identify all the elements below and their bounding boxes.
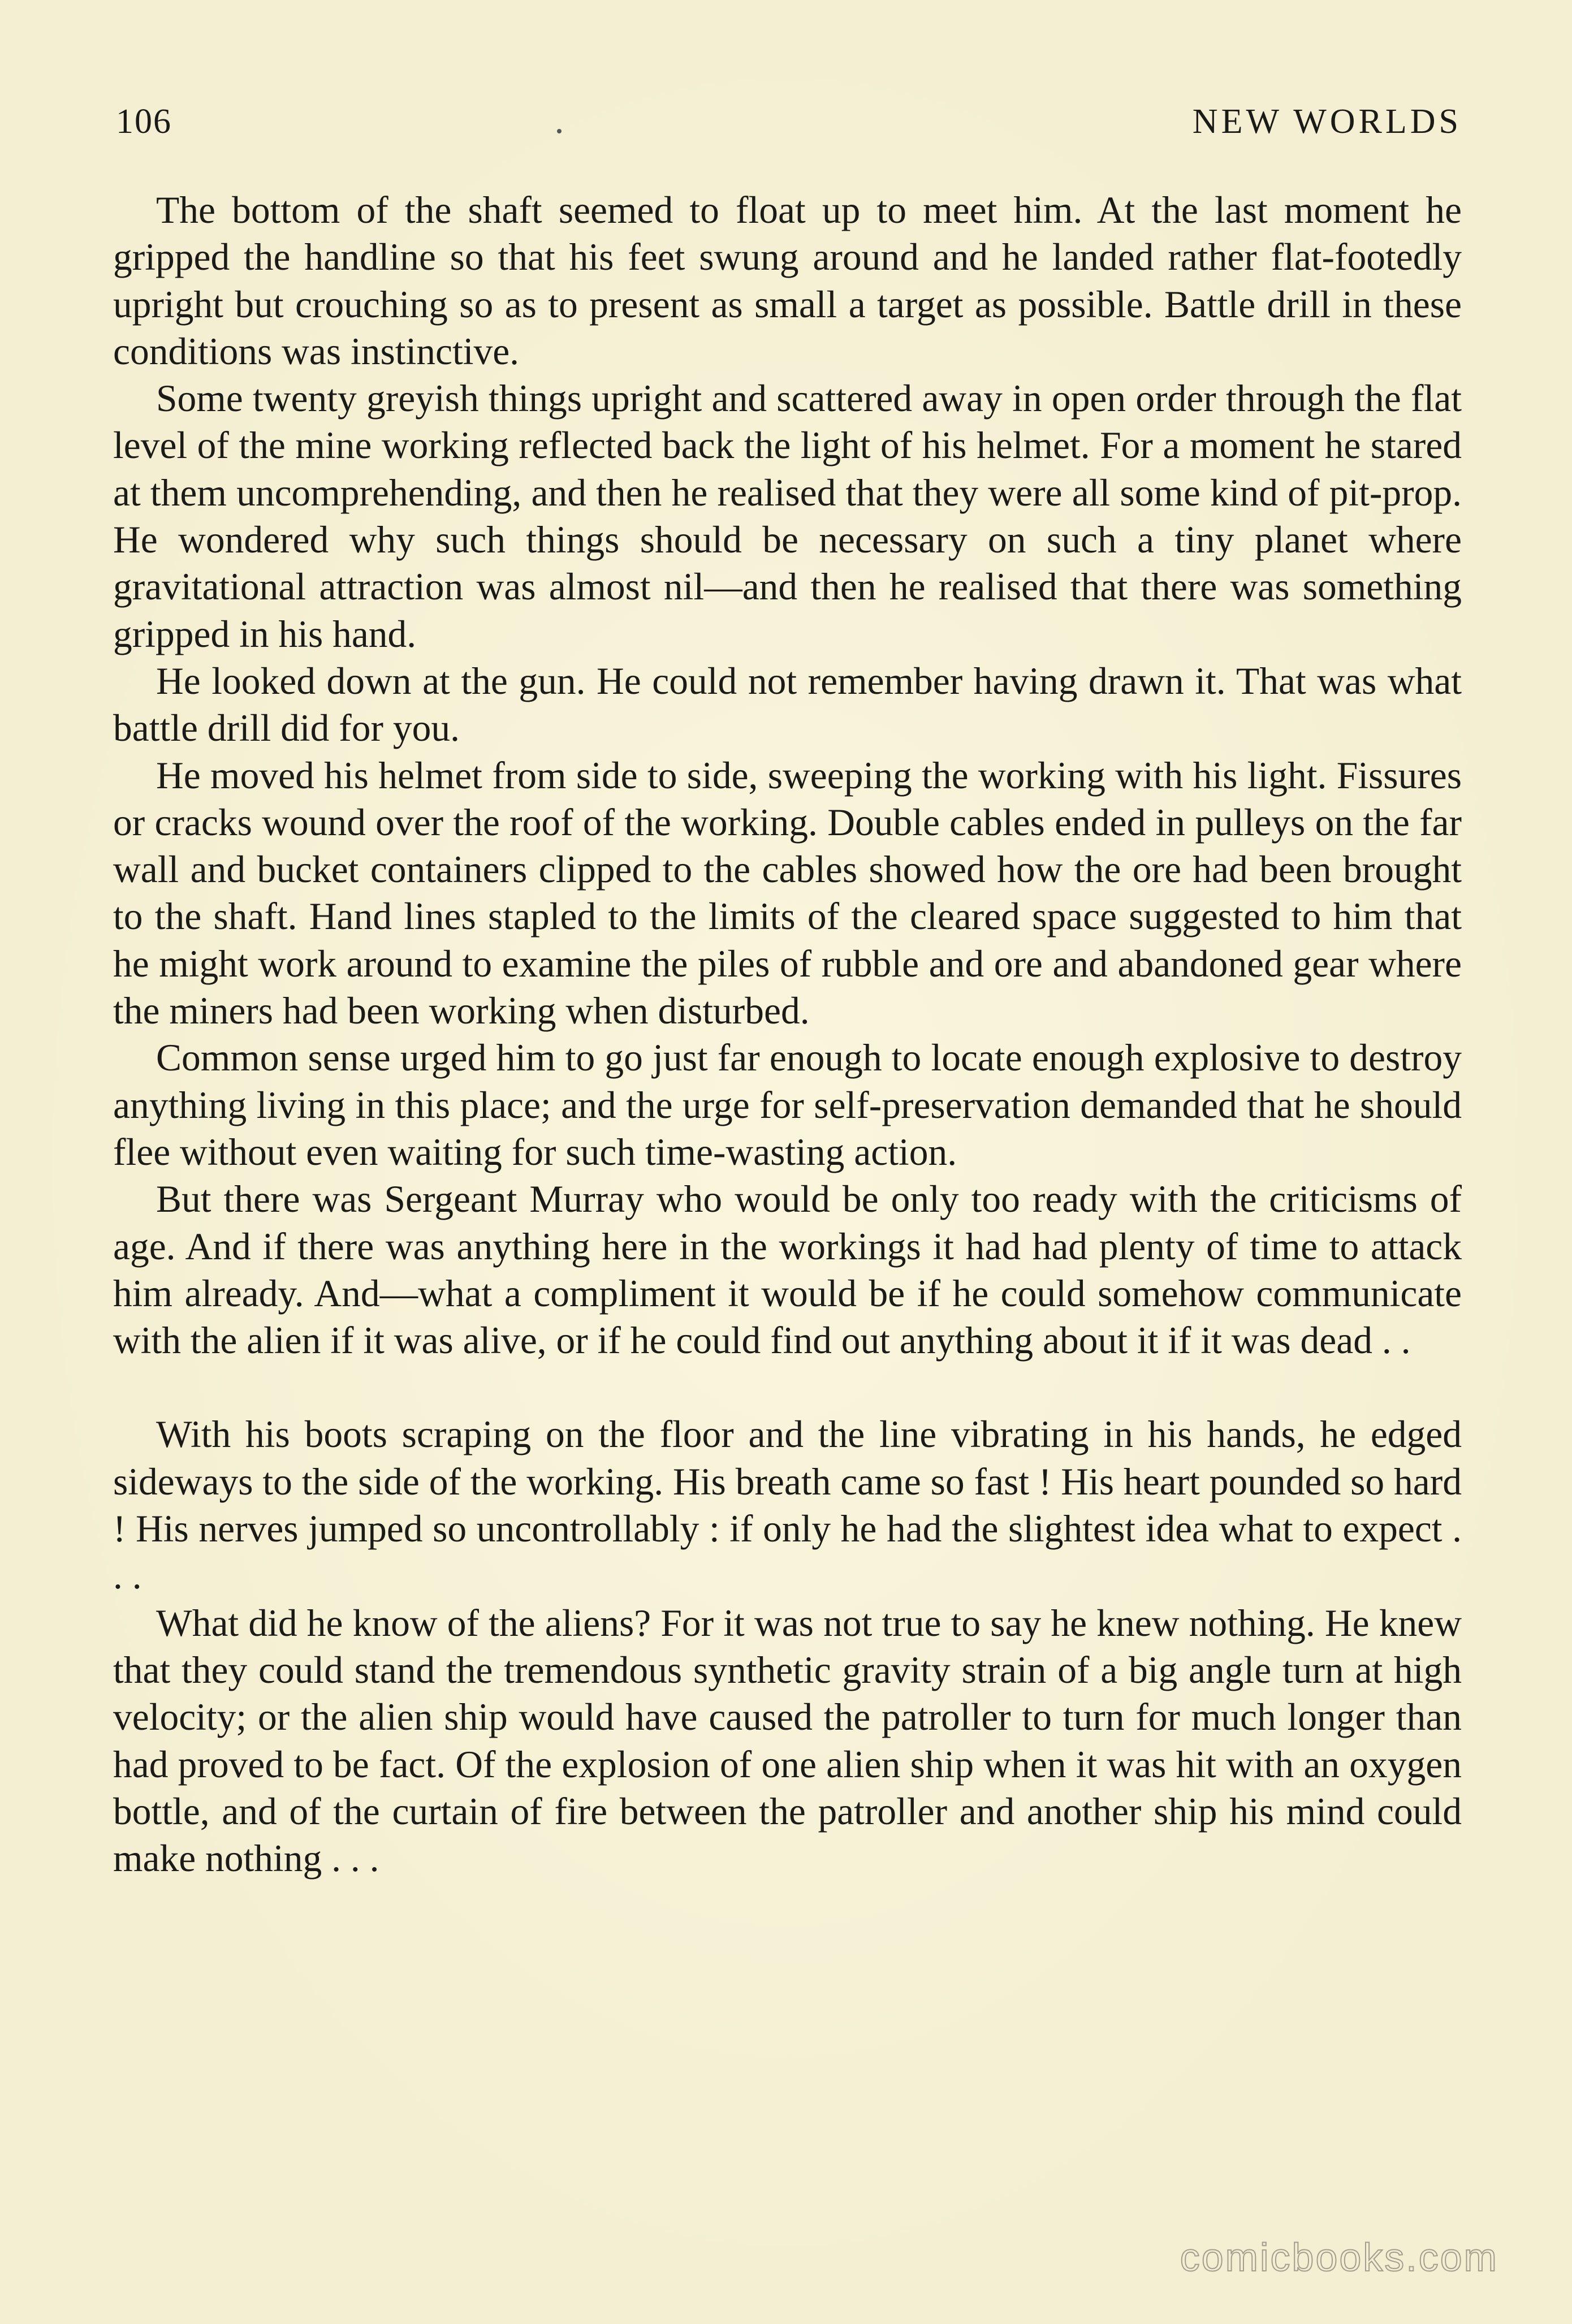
page-number: 106 [116,102,172,141]
running-head [116,102,1462,147]
paragraph: Common sense urged him to go just far enough to locate enough explosive to destroy anything living in this place; and the urge for self-preservation demanded that he should flee without even waiting for such time-wasting action. [113,1036,1462,1173]
paragraph: But there was Sergeant Murray who would be only too ready with the criticisms of age. And if there was anything here in the workings it had had plenty of time to attack him already. And—what a compliment it would be if he could somehow communicate with the alien if it was alive, or if he could find out anything about it if it was dead . . [113,1178,1462,1362]
paragraph: He looked down at the gun. He could not remember having drawn it. That was what battle drill did for you. [113,659,1462,750]
paragraph: The bottom of the shaft seemed to float up to meet him. At the last moment he gripped the handline so that his feet swung around and he landed rather flat-footedly upright but crouching so as to present as small a target as possible. Battle drill in these conditions was instinctive. [113,189,1462,373]
header-dot [557,129,562,133]
paragraph: He moved his helmet from side to side, sweeping the working with his light. Fissures or cracks wound over the roof of the working. Double cables ended in pulleys on the far wall and bucket containers clipped to the cables showed how the ore had been brought to the shaft. Hand lines stapled to the limits of the cleared space suggested to him that he might work around to examine the piles of rubble and ore and abandoned gear where the miners had been working when disturbed. [113,754,1462,1033]
body-text [113,187,1462,1882]
watermark: comicbooks.com [1180,2235,1498,2279]
paragraph: Some twenty greyish things upright and scattered away in open order through the flat level of the mine working reflected back the light of his helmet. For a moment he stared at them uncomprehending, and then he realised that they were all some kind of pit-prop. He wondered why such things should be necessary on such a tiny planet where gravitational attraction was almost nil—and then he realised that there was something gripped in his hand. [113,377,1462,655]
paragraph: With his boots scraping on the floor and the line vibrating in his hands, he edged sideways to the side of the working. His breath came so fast ! His heart pounded so hard ! His nerves jumped so uncontrollably : if only he had the slightest idea what to expect . . . [113,1413,1462,1597]
journal-title: NEW WORLDS [1192,102,1462,141]
paragraph: What did he know of the aliens? For it was not true to say he knew nothing. He knew that they could stand the tremendous synthetic gravity strain of a big angle turn at high velocity; or the alien ship would have caused the patroller to turn for much longer than had proved to be fact. Of the explosion of one alien ship when it was hit with an oxygen bottle, and of the curtain of fire between the patroller and another ship his mind could make nothing . . . [113,1601,1462,1880]
